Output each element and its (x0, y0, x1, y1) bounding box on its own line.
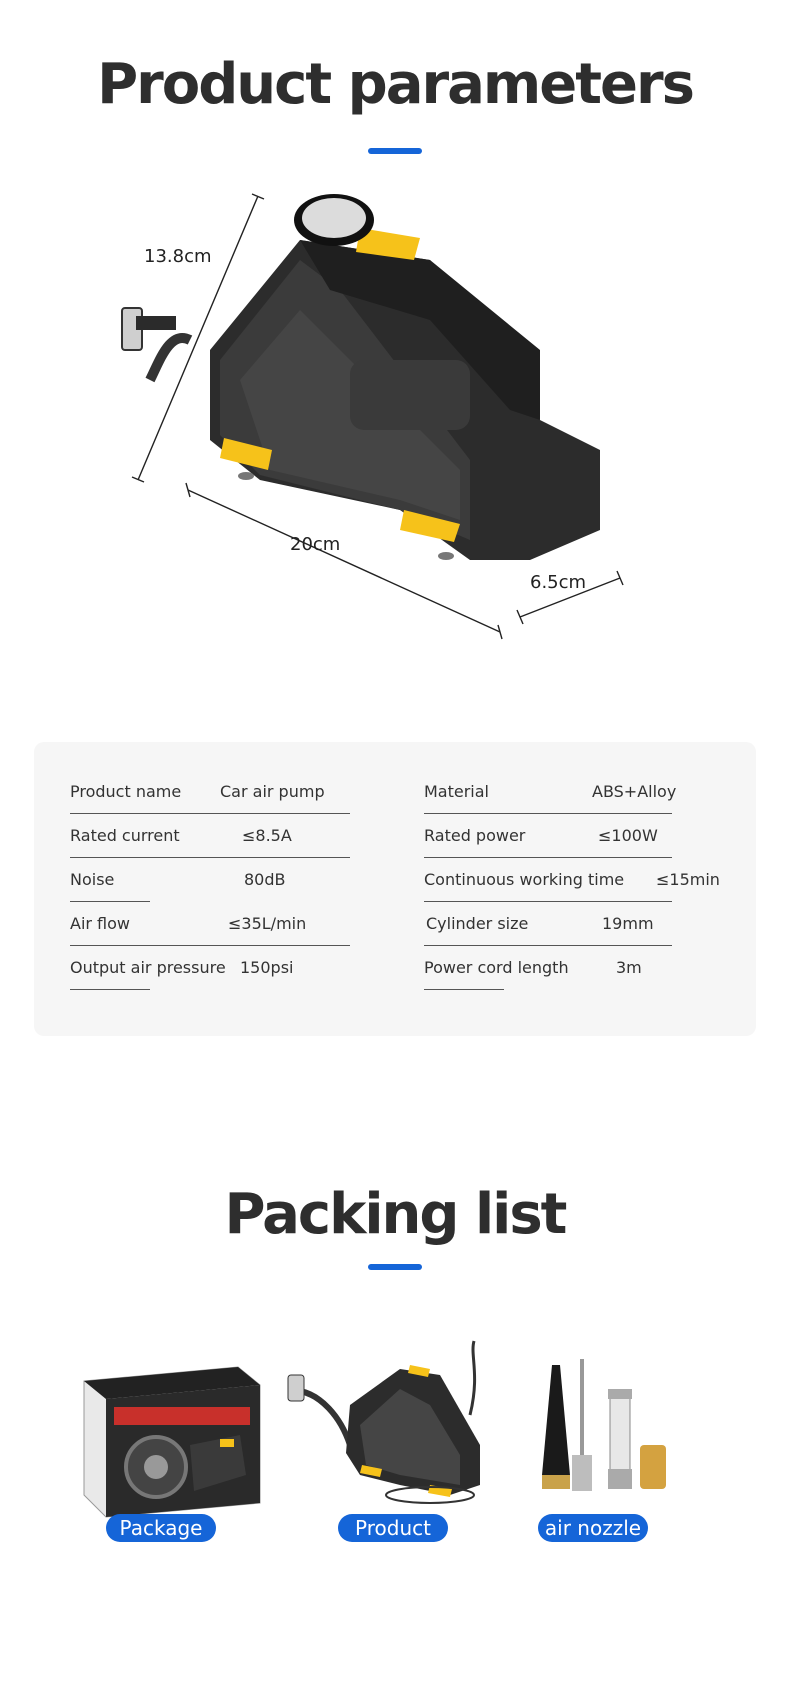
spec-value: 19mm (602, 914, 654, 933)
row-divider (70, 989, 150, 990)
width-dimension-label: 6.5cm (530, 572, 587, 593)
spec-value: ABS+Alloy (592, 782, 677, 801)
spec-label: Power cord length (424, 958, 569, 977)
product-label: Product (338, 1514, 448, 1542)
spec-value: 80dB (244, 870, 286, 889)
spec-label: Cylinder size (426, 914, 529, 933)
packing-list-title: Packing list (224, 1182, 566, 1247)
spec-row (70, 946, 720, 990)
spec-value: 3m (616, 958, 642, 977)
spec-row (70, 858, 720, 902)
spec-table-panel (34, 742, 756, 1036)
length-dimension-label: 20cm (290, 534, 341, 555)
hose (150, 338, 190, 380)
spec-label: Air flow (70, 914, 131, 933)
spec-value: ≤35L/min (228, 914, 307, 933)
title-accent-bar (368, 148, 422, 154)
spec-label: Noise (70, 870, 115, 889)
spec-value: ≤100W (598, 826, 658, 845)
spec-label: Output air pressure (70, 958, 226, 977)
product-parameters-title: Product parameters (97, 52, 693, 117)
row-divider (424, 989, 504, 990)
spec-label: Rated power (424, 826, 526, 845)
air-nozzle-label: air nozzle (538, 1514, 648, 1542)
spec-value: Car air pump (220, 782, 325, 801)
spec-label: Material (424, 782, 489, 801)
spec-value: ≤8.5A (242, 826, 292, 845)
spec-value: 150psi (240, 958, 294, 977)
spec-label: Rated current (70, 826, 180, 845)
spec-row (70, 770, 720, 814)
title-accent-bar (368, 1264, 422, 1270)
spec-row (70, 902, 720, 946)
height-dimension-label: 13.8cm (144, 246, 212, 267)
spec-label: Continuous working time (424, 870, 625, 889)
spec-value: ≤15min (656, 870, 720, 889)
pump-body (210, 194, 600, 560)
spec-label: Product name (70, 782, 182, 801)
spec-row (70, 814, 720, 858)
package-label: Package (106, 1514, 216, 1542)
